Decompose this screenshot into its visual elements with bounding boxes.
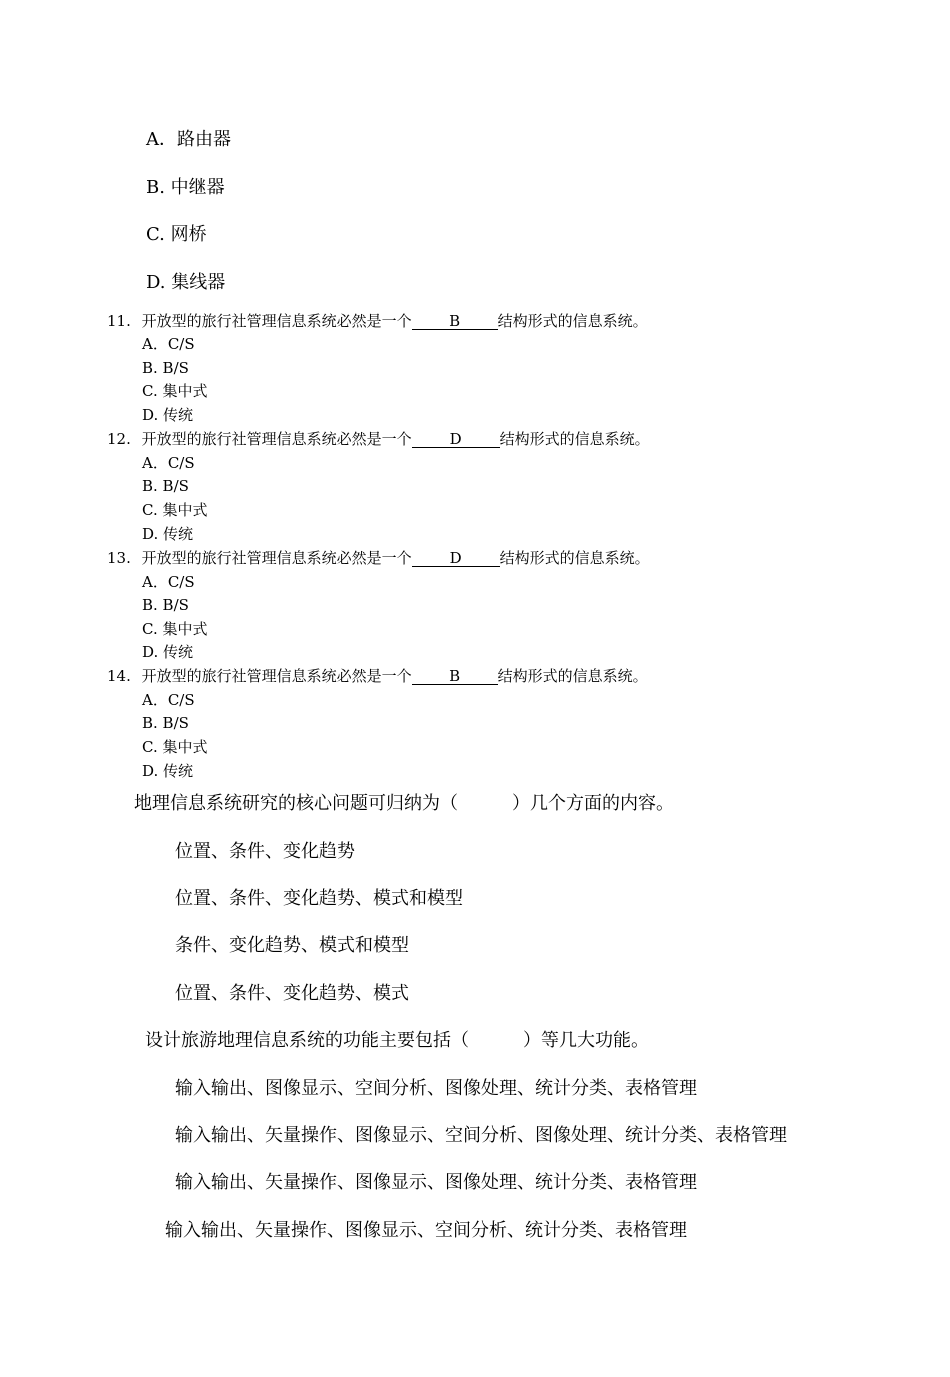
answer-blank: D [412, 431, 500, 448]
question-11-option-b: B. B/S [142, 359, 189, 377]
question-suffix: 结构形式的信息系统。 [499, 549, 650, 567]
answer-blank: D [412, 550, 500, 567]
answer-blank: B [412, 313, 498, 330]
question-11-option-d: D. 传统 [142, 406, 194, 424]
question-prefix: 开放型的旅行社管理信息系统必然是一个 [141, 312, 412, 330]
question-14-option-d: D. 传统 [142, 762, 194, 780]
question-11-option-c: C. 集中式 [142, 382, 208, 400]
question-14-option-a: A．C/S [142, 691, 195, 709]
question-13-option-d: D. 传统 [142, 643, 194, 661]
design-option-4: 输入输出、矢量操作、图像显示、空间分析、统计分类、表格管理 [165, 1220, 687, 1241]
option-d: D. 集线器 [146, 272, 226, 293]
question-13-option-a: A．C/S [142, 573, 195, 591]
option-b: B. 中继器 [146, 177, 225, 198]
gis-option-4: 位置、条件、变化趋势、模式 [175, 983, 409, 1004]
question-14-stem [107, 667, 648, 686]
gis-question-stem: 地理信息系统研究的核心问题可归纳为（ ）几个方面的内容。 [134, 793, 674, 814]
gis-option-2: 位置、条件、变化趋势、模式和模型 [175, 888, 463, 909]
option-a: A．路由器 [146, 129, 231, 150]
question-number: 14. [107, 667, 131, 685]
design-option-2: 输入输出、矢量操作、图像显示、空间分析、图像处理、统计分类、表格管理 [175, 1125, 787, 1146]
question-13-option-b: B. B/S [142, 596, 189, 614]
question-13-option-c: C. 集中式 [142, 620, 208, 638]
gis-option-3: 条件、变化趋势、模式和模型 [175, 935, 409, 956]
answer-blank: B [412, 668, 498, 685]
question-11-stem [107, 312, 648, 331]
question-11-option-a: A．C/S [142, 335, 195, 353]
question-12-option-b: B. B/S [142, 477, 189, 495]
question-14-option-c: C. 集中式 [142, 738, 208, 756]
design-option-1: 输入输出、图像显示、空间分析、图像处理、统计分类、表格管理 [175, 1078, 697, 1099]
question-prefix: 开放型的旅行社管理信息系统必然是一个 [141, 430, 412, 448]
question-number: 11. [107, 312, 131, 330]
question-12-stem [107, 430, 650, 449]
question-prefix: 开放型的旅行社管理信息系统必然是一个 [141, 667, 412, 685]
question-12-option-a: A．C/S [142, 454, 195, 472]
design-question-stem: 设计旅游地理信息系统的功能主要包括（ ）等几大功能。 [145, 1030, 649, 1051]
question-14-option-b: B. B/S [142, 714, 189, 732]
question-prefix: 开放型的旅行社管理信息系统必然是一个 [141, 549, 412, 567]
question-suffix: 结构形式的信息系统。 [497, 312, 648, 330]
question-number: 12. [107, 430, 131, 448]
design-option-3: 输入输出、矢量操作、图像显示、图像处理、统计分类、表格管理 [175, 1172, 697, 1193]
question-12-option-d: D. 传统 [142, 525, 194, 543]
gis-option-1: 位置、条件、变化趋势 [175, 841, 355, 862]
question-number: 13. [107, 549, 131, 567]
question-suffix: 结构形式的信息系统。 [497, 667, 648, 685]
option-c: C. 网桥 [146, 224, 207, 245]
question-13-stem [107, 549, 650, 568]
question-12-option-c: C. 集中式 [142, 501, 208, 519]
question-suffix: 结构形式的信息系统。 [499, 430, 650, 448]
